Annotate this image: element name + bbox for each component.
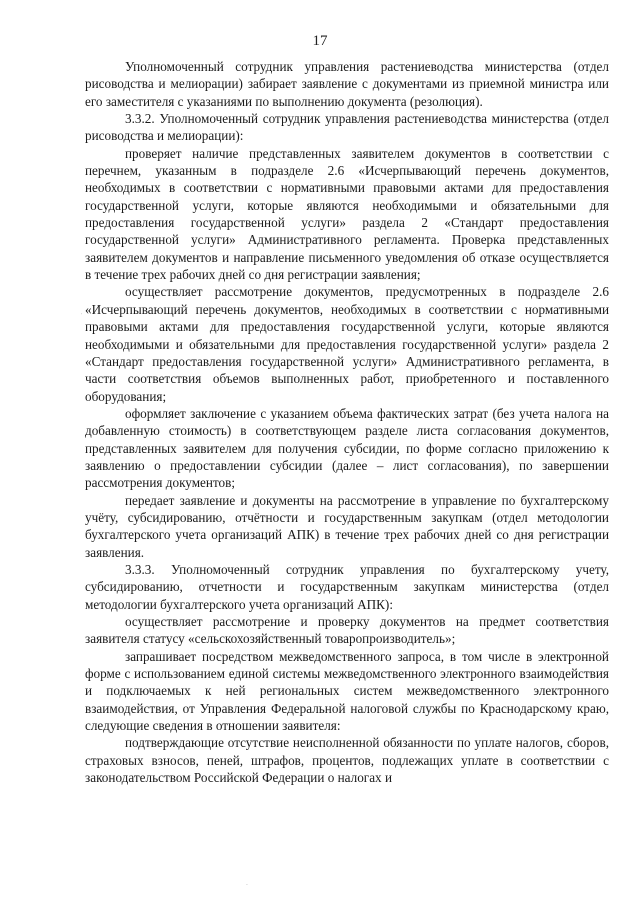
paragraph-3-3-3: 3.3.3. Уполномоченный сотрудник управления по бухгалтерскому учету, субсидированию, отчетности и государственным закупкам министерства (отдел методологии бухгалтерского учета организаций АПК): <box>85 561 609 612</box>
document-body <box>85 58 609 786</box>
paragraph-checks-documents: проверяет наличие представленных заявителем документов в соответствии с перечнем, указанным в подразделе 2.6 «Исчерпывающий перечень документов, необходимых в соответствии с нормативными правовыми актами для предоставления государственной услуги, которые являются необходимыми и обязательными для предоставления государственной услуги» раздела 2 «Стандарт предоставления государственной услуги» Административного регламента. Проверка представленных заявителем документов и направление письменного уведомления об отказе осуществляется в течение трех рабочих дней со дня регистрации заявления; <box>85 145 609 283</box>
paragraph-reviews-documents: осуществляет рассмотрение документов, предусмотренных в подразделе 2.6 «Исчерпывающий перечень документов, необходимых в соответствии с нормативными правовыми актами для предоставления государственной услуги, которые являются необходимыми и обязательными для предоставления государственной услуги» раздела 2 «Стандарт предоставления государственной услуги» Административного регламента, в части соответствия объемов выполненных работ, приобретенного и поставленного оборудования; <box>85 284 609 404</box>
paragraph-transfers-application: передает заявление и документы на рассмотрение в управление по бухгалтерскому учёту, субсидированию, отчётности и государственным закупкам (отдел методологии бухгалтерского учета организаций АПК) в течение трех рабочих дней со дня регистрации заявления. <box>85 492 609 560</box>
paragraph-tax-obligations: подтверждающие отсутствие неисполненной обязанности по уплате налогов, сборов, страховых взносов, пеней, штрафов, процентов, подлежащих уплате в соответствии с законодательством Российской Федерации о налогах и <box>85 735 609 786</box>
paragraph-resolution: Уполномоченный сотрудник управления растениеводства министерства (отдел рисоводства и мелиорации) забирает заявление с документами из приемной министра или его заместителя с указаниями по выполнению документа (резолюция). <box>85 59 609 109</box>
bottom-mark: . <box>246 880 248 887</box>
paragraph-3-3-2: 3.3.2. Уполномоченный сотрудник управления растениеводства министерства (отдел рисоводства и мелиорации): <box>85 111 609 144</box>
margin-mark: ˙ <box>80 313 83 320</box>
paragraph-interagency-request: запрашивает посредством межведомственного запроса, в том числе в электронной форме с использованием единой системы межведомственного электронного взаимодействия и подключаемых к ней региональных систем межведомственного электронного взаимодействия, от Управления Федеральной налоговой службы по Краснодарскому краю, следующие сведения в отношении заявителя: <box>85 648 609 734</box>
page-number: 17 <box>312 33 328 49</box>
paragraph-issues-conclusion: оформляет заключение с указанием объема фактических затрат (без учета налога на добавленную стоимость) в соответствующем разделе листа согласования документов, представленных заявителем для получения субсидии, по форме согласно приложению к заявлению о предоставлении субсидии (далее – лист согласования), по завершении рассмотрения документов; <box>85 405 609 491</box>
paragraph-status-check: осуществляет рассмотрение и проверку документов на предмет соответствия заявителя статусу «сельскохозяйственный товаропроизводитель»; <box>85 614 609 647</box>
